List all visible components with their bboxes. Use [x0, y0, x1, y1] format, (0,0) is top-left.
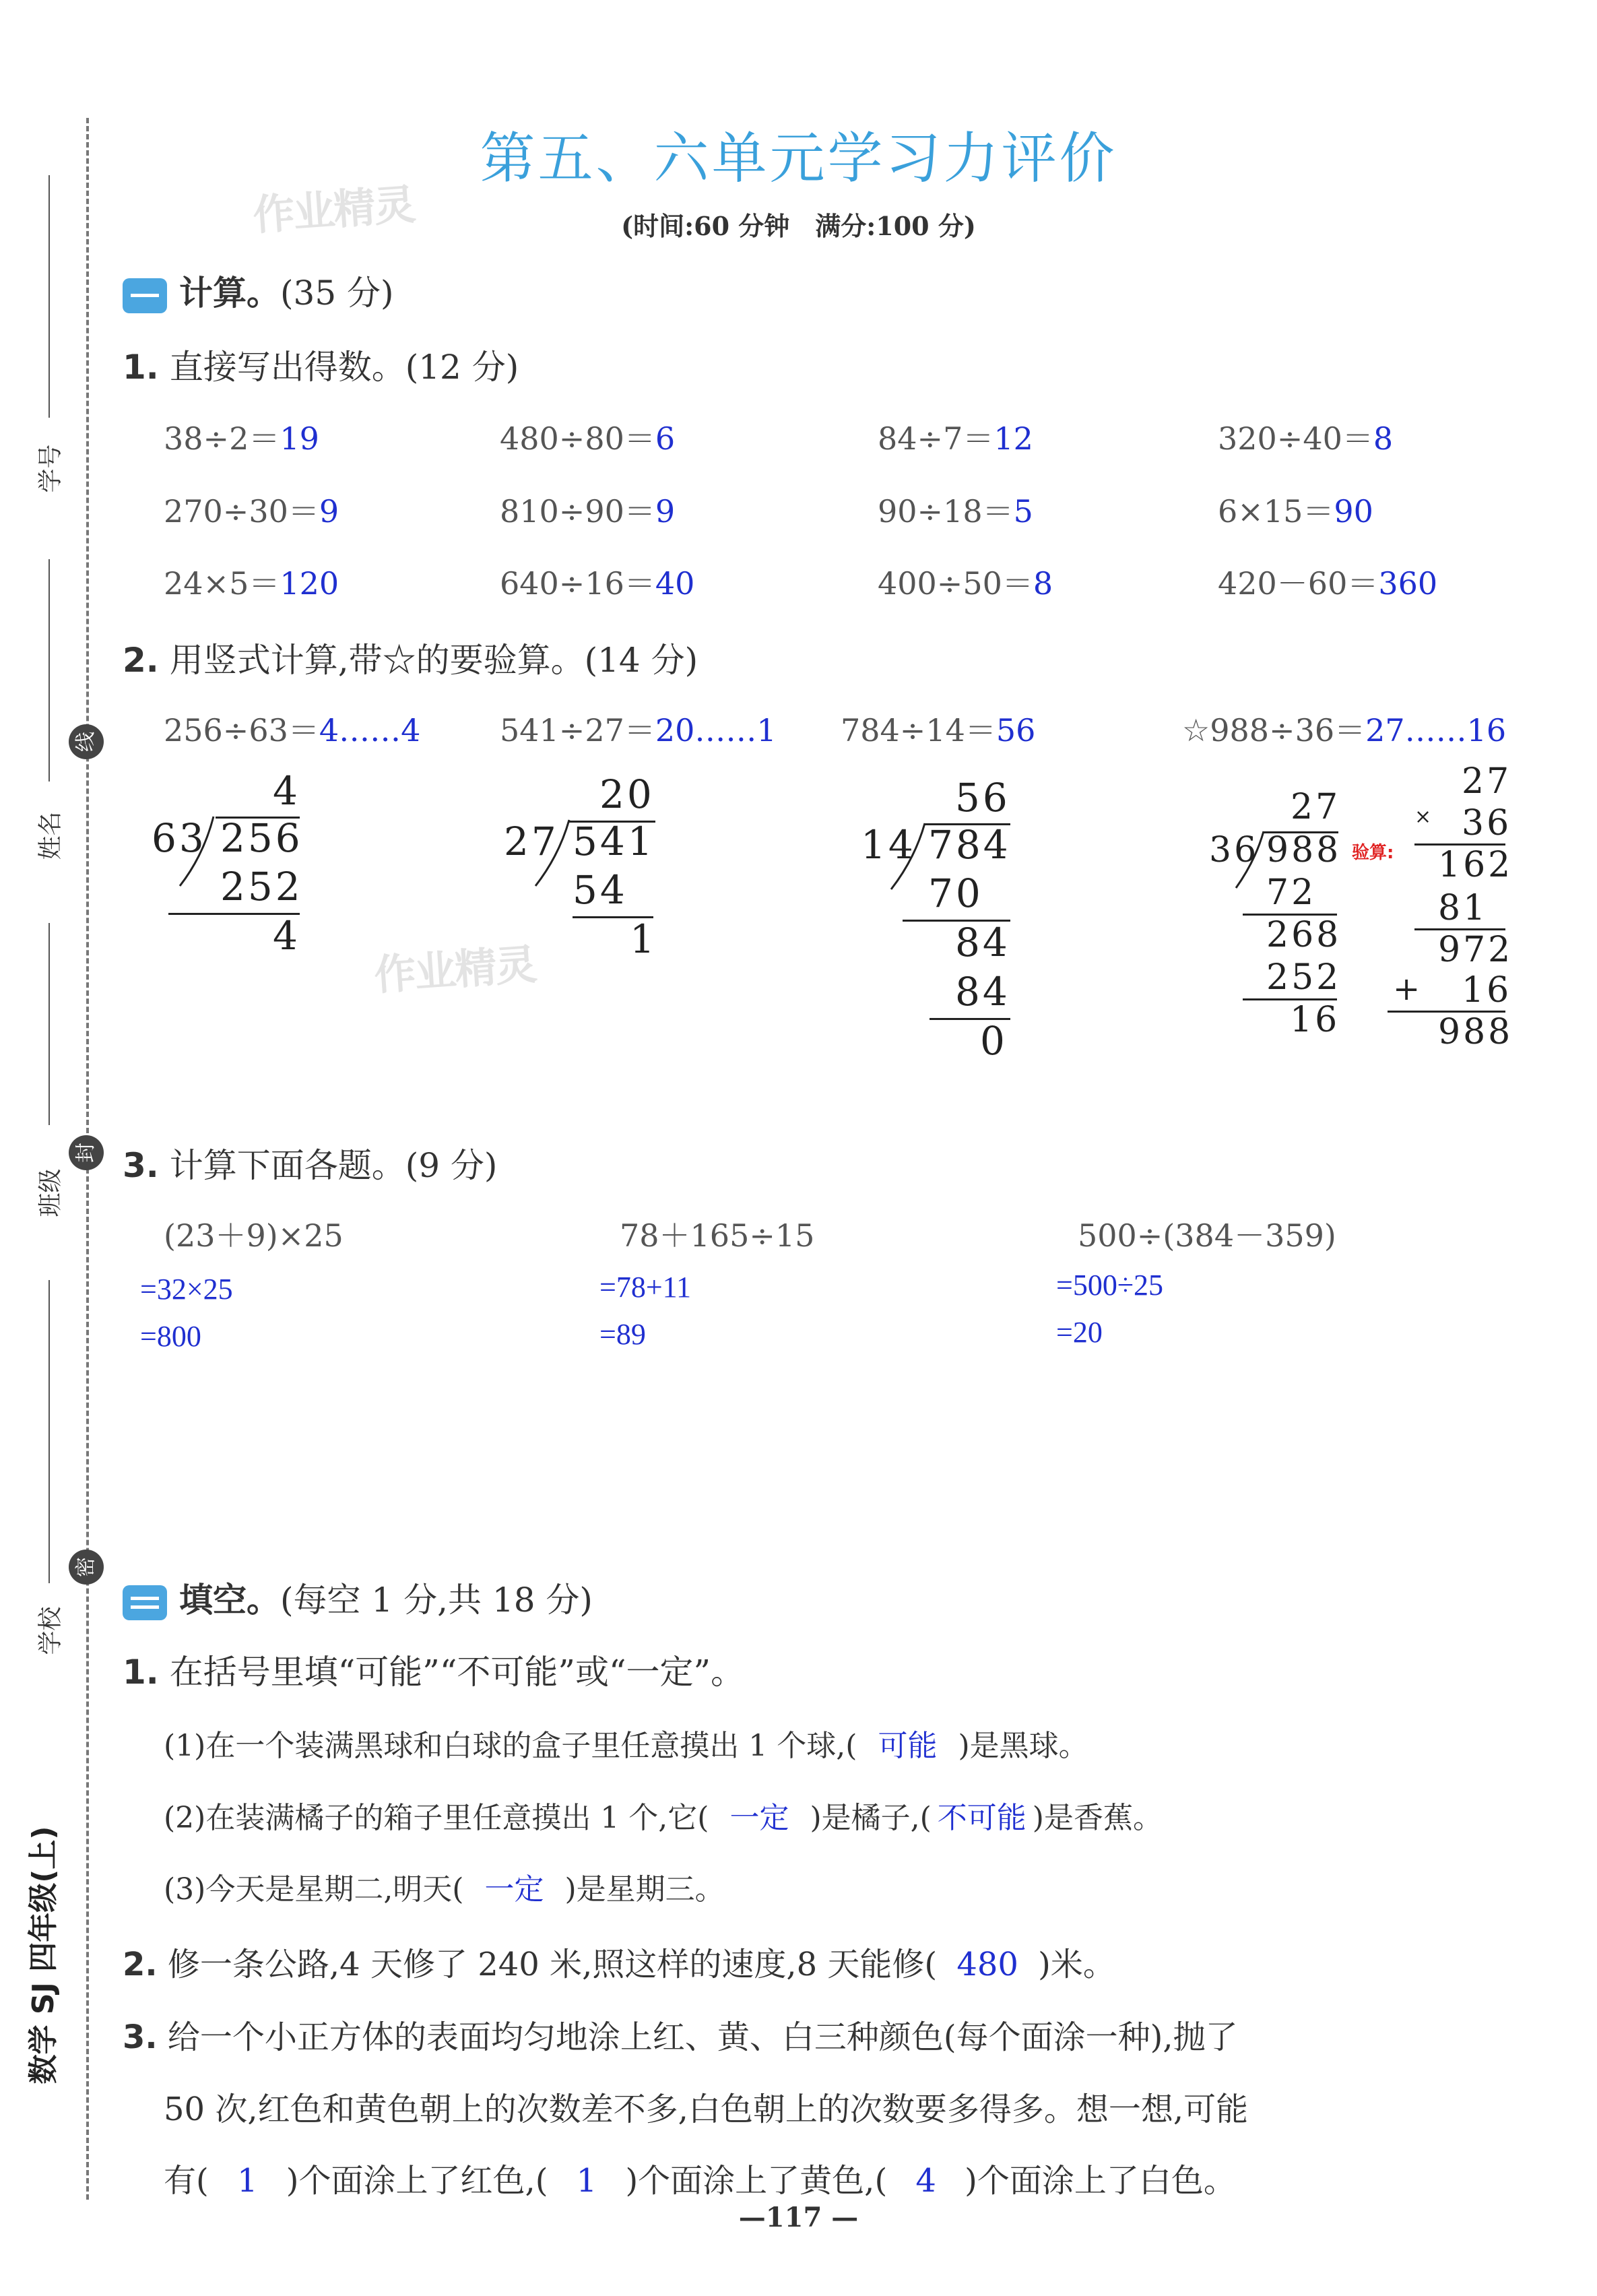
- long-division-item: 256÷63＝4……4: [164, 712, 421, 748]
- div4-quotient: 27: [1291, 787, 1341, 827]
- watermark: 作业精灵: [251, 179, 416, 241]
- div2-quotient: 20: [599, 771, 655, 817]
- calc-step: =32×25: [140, 1273, 233, 1306]
- div1-product: 252: [220, 864, 303, 910]
- fill-line-2: (2)在装满橘子的箱子里任意摸出 1 个,它( 一定 )是橘子,( 不可能 )是香蕉。: [164, 1801, 1163, 1835]
- check-total: 988: [1438, 1012, 1513, 1052]
- div1-divisor: 63: [152, 815, 207, 861]
- oral-item: 420－60＝360: [1218, 565, 1438, 602]
- fill-line-3: (3)今天是星期二,明天( 一定 )是星期三。: [164, 1872, 725, 1907]
- mark-seal: 封: [69, 1135, 104, 1170]
- calc-step: =20: [1056, 1316, 1103, 1349]
- check-factor-b: 36: [1462, 803, 1512, 843]
- mark-secret: 密: [69, 1550, 104, 1585]
- div4-product2: 252: [1266, 957, 1342, 998]
- long-division-item: 784÷14＝56: [841, 712, 1036, 748]
- label-school: 学校: [36, 1606, 65, 1655]
- spine-label: 数学 SJ 四年级(上): [26, 1826, 61, 2084]
- check-add: 16: [1462, 970, 1512, 1011]
- question-1-1: 1. 直接写出得数。(12 分): [123, 348, 519, 387]
- oral-item: 270÷30＝9: [164, 493, 339, 530]
- div4-dividend: 988: [1266, 830, 1342, 870]
- check-times: ×: [1414, 805, 1435, 829]
- field-line-class: [48, 923, 50, 1125]
- check-plus: +: [1393, 970, 1423, 1008]
- label-class: 班级: [36, 1168, 65, 1217]
- section-2-badge: [123, 1585, 167, 1620]
- div3-remainder: 0: [980, 1018, 1008, 1064]
- div4-partial: 268: [1266, 915, 1342, 955]
- label-student-number: 学号: [36, 444, 65, 493]
- oral-item: 810÷90＝9: [500, 493, 676, 530]
- calc-step: =800: [140, 1320, 201, 1353]
- fill-line-1: (1)在一个装满黑球和白球的盒子里任意摸出 1 个球,( 可能 )是黑球。: [164, 1729, 1088, 1763]
- field-line-school: [48, 1280, 50, 1583]
- div3-quotient: 56: [955, 775, 1010, 821]
- calc-expression: (23＋9)×25: [164, 1217, 344, 1254]
- check-partial2: 81: [1438, 888, 1489, 928]
- watermark: 作业精灵: [372, 939, 537, 1000]
- section-2-header: 填空。(每空 1 分,共 18 分): [123, 1573, 593, 1622]
- div3-partial: 84: [955, 920, 1010, 965]
- div1-bracket: [176, 815, 217, 889]
- div2-dividend: 541: [573, 819, 655, 864]
- page-title: 第五、六单元学习力评价: [480, 127, 1117, 191]
- oral-item: 400÷50＝8: [878, 565, 1053, 602]
- div3-product1: 70: [928, 870, 983, 916]
- q2-3-line2: 50 次,红色和黄色朝上的次数差不多,白色朝上的次数要多得多。想一想,可能: [164, 2091, 1249, 2128]
- check-partial1: 162: [1438, 845, 1513, 885]
- div2-remainder: 1: [630, 916, 657, 962]
- oral-item: 6×15＝90: [1218, 493, 1373, 530]
- section-1-header: 计算。(35 分): [123, 266, 394, 315]
- section-1-badge: [123, 278, 167, 313]
- calc-step: =89: [599, 1318, 646, 1351]
- div1-dividend: 256: [220, 815, 303, 861]
- div2-product: 54: [573, 867, 628, 913]
- div3-product2: 84: [955, 969, 1010, 1015]
- calc-expression: 500÷(384－359): [1078, 1217, 1336, 1254]
- q2-3-line3: 有( 1 )个面涂上了红色,( 1 )个面涂上了黄色,( 4 )个面涂上了白色。: [164, 2162, 1236, 2200]
- oral-item: 640÷16＝40: [500, 565, 695, 602]
- div3-bracket: [888, 822, 928, 893]
- div4-divisor: 36: [1209, 830, 1260, 870]
- question-2-1: 1. 在括号里填“可能”“不可能”或“一定”。: [123, 1653, 745, 1692]
- label-name: 姓名: [36, 811, 65, 860]
- div1-remainder: 4: [273, 913, 300, 959]
- check-factor-a: 27: [1462, 761, 1512, 802]
- div4-product1: 72: [1266, 872, 1317, 913]
- oral-item: 480÷80＝6: [500, 420, 676, 457]
- page-subtitle: (时间:60 分钟 满分:100 分): [621, 211, 976, 241]
- div3-divisor: 14: [861, 822, 916, 868]
- oral-item: 320÷40＝8: [1218, 420, 1394, 457]
- mark-line: 线: [69, 724, 104, 759]
- oral-item: 84÷7＝12: [878, 420, 1033, 457]
- calc-step: =500÷25: [1056, 1269, 1163, 1302]
- oral-item: 24×5＝120: [164, 565, 339, 602]
- oral-item: 90÷18＝5: [878, 493, 1033, 530]
- check-label: 验算:: [1352, 843, 1394, 863]
- question-1-3: 3. 计算下面各题。(9 分): [123, 1146, 498, 1185]
- question-2-3: 3. 给一个小正方体的表面均匀地涂上红、黄、白三种颜色(每个面涂一种),抛了: [123, 2018, 1238, 2056]
- div2-bracket: [532, 819, 573, 889]
- div4-remainder: 16: [1290, 1000, 1340, 1040]
- page-number: —117 —: [738, 2202, 859, 2233]
- oral-item: 38÷2＝19: [164, 420, 319, 457]
- div3-dividend: 784: [928, 822, 1011, 868]
- long-division-item: ☆988÷36＝27……16: [1182, 712, 1507, 748]
- div1-quotient: 4: [273, 768, 300, 814]
- question-1-2: 2. 用竖式计算,带☆的要验算。(14 分): [123, 641, 698, 680]
- question-2-2: 2. 修一条公路,4 天修了 240 米,照这样的速度,8 天能修( 480 )米。: [123, 1946, 1115, 1983]
- div4-bracket: [1233, 830, 1266, 891]
- field-line-name: [48, 559, 50, 782]
- check-product: 972: [1438, 930, 1513, 970]
- calc-step: =78+11: [599, 1271, 691, 1304]
- calc-expression: 78＋165÷15: [620, 1217, 815, 1254]
- div2-divisor: 27: [504, 819, 559, 864]
- long-division-item: 541÷27＝20……1: [500, 712, 777, 748]
